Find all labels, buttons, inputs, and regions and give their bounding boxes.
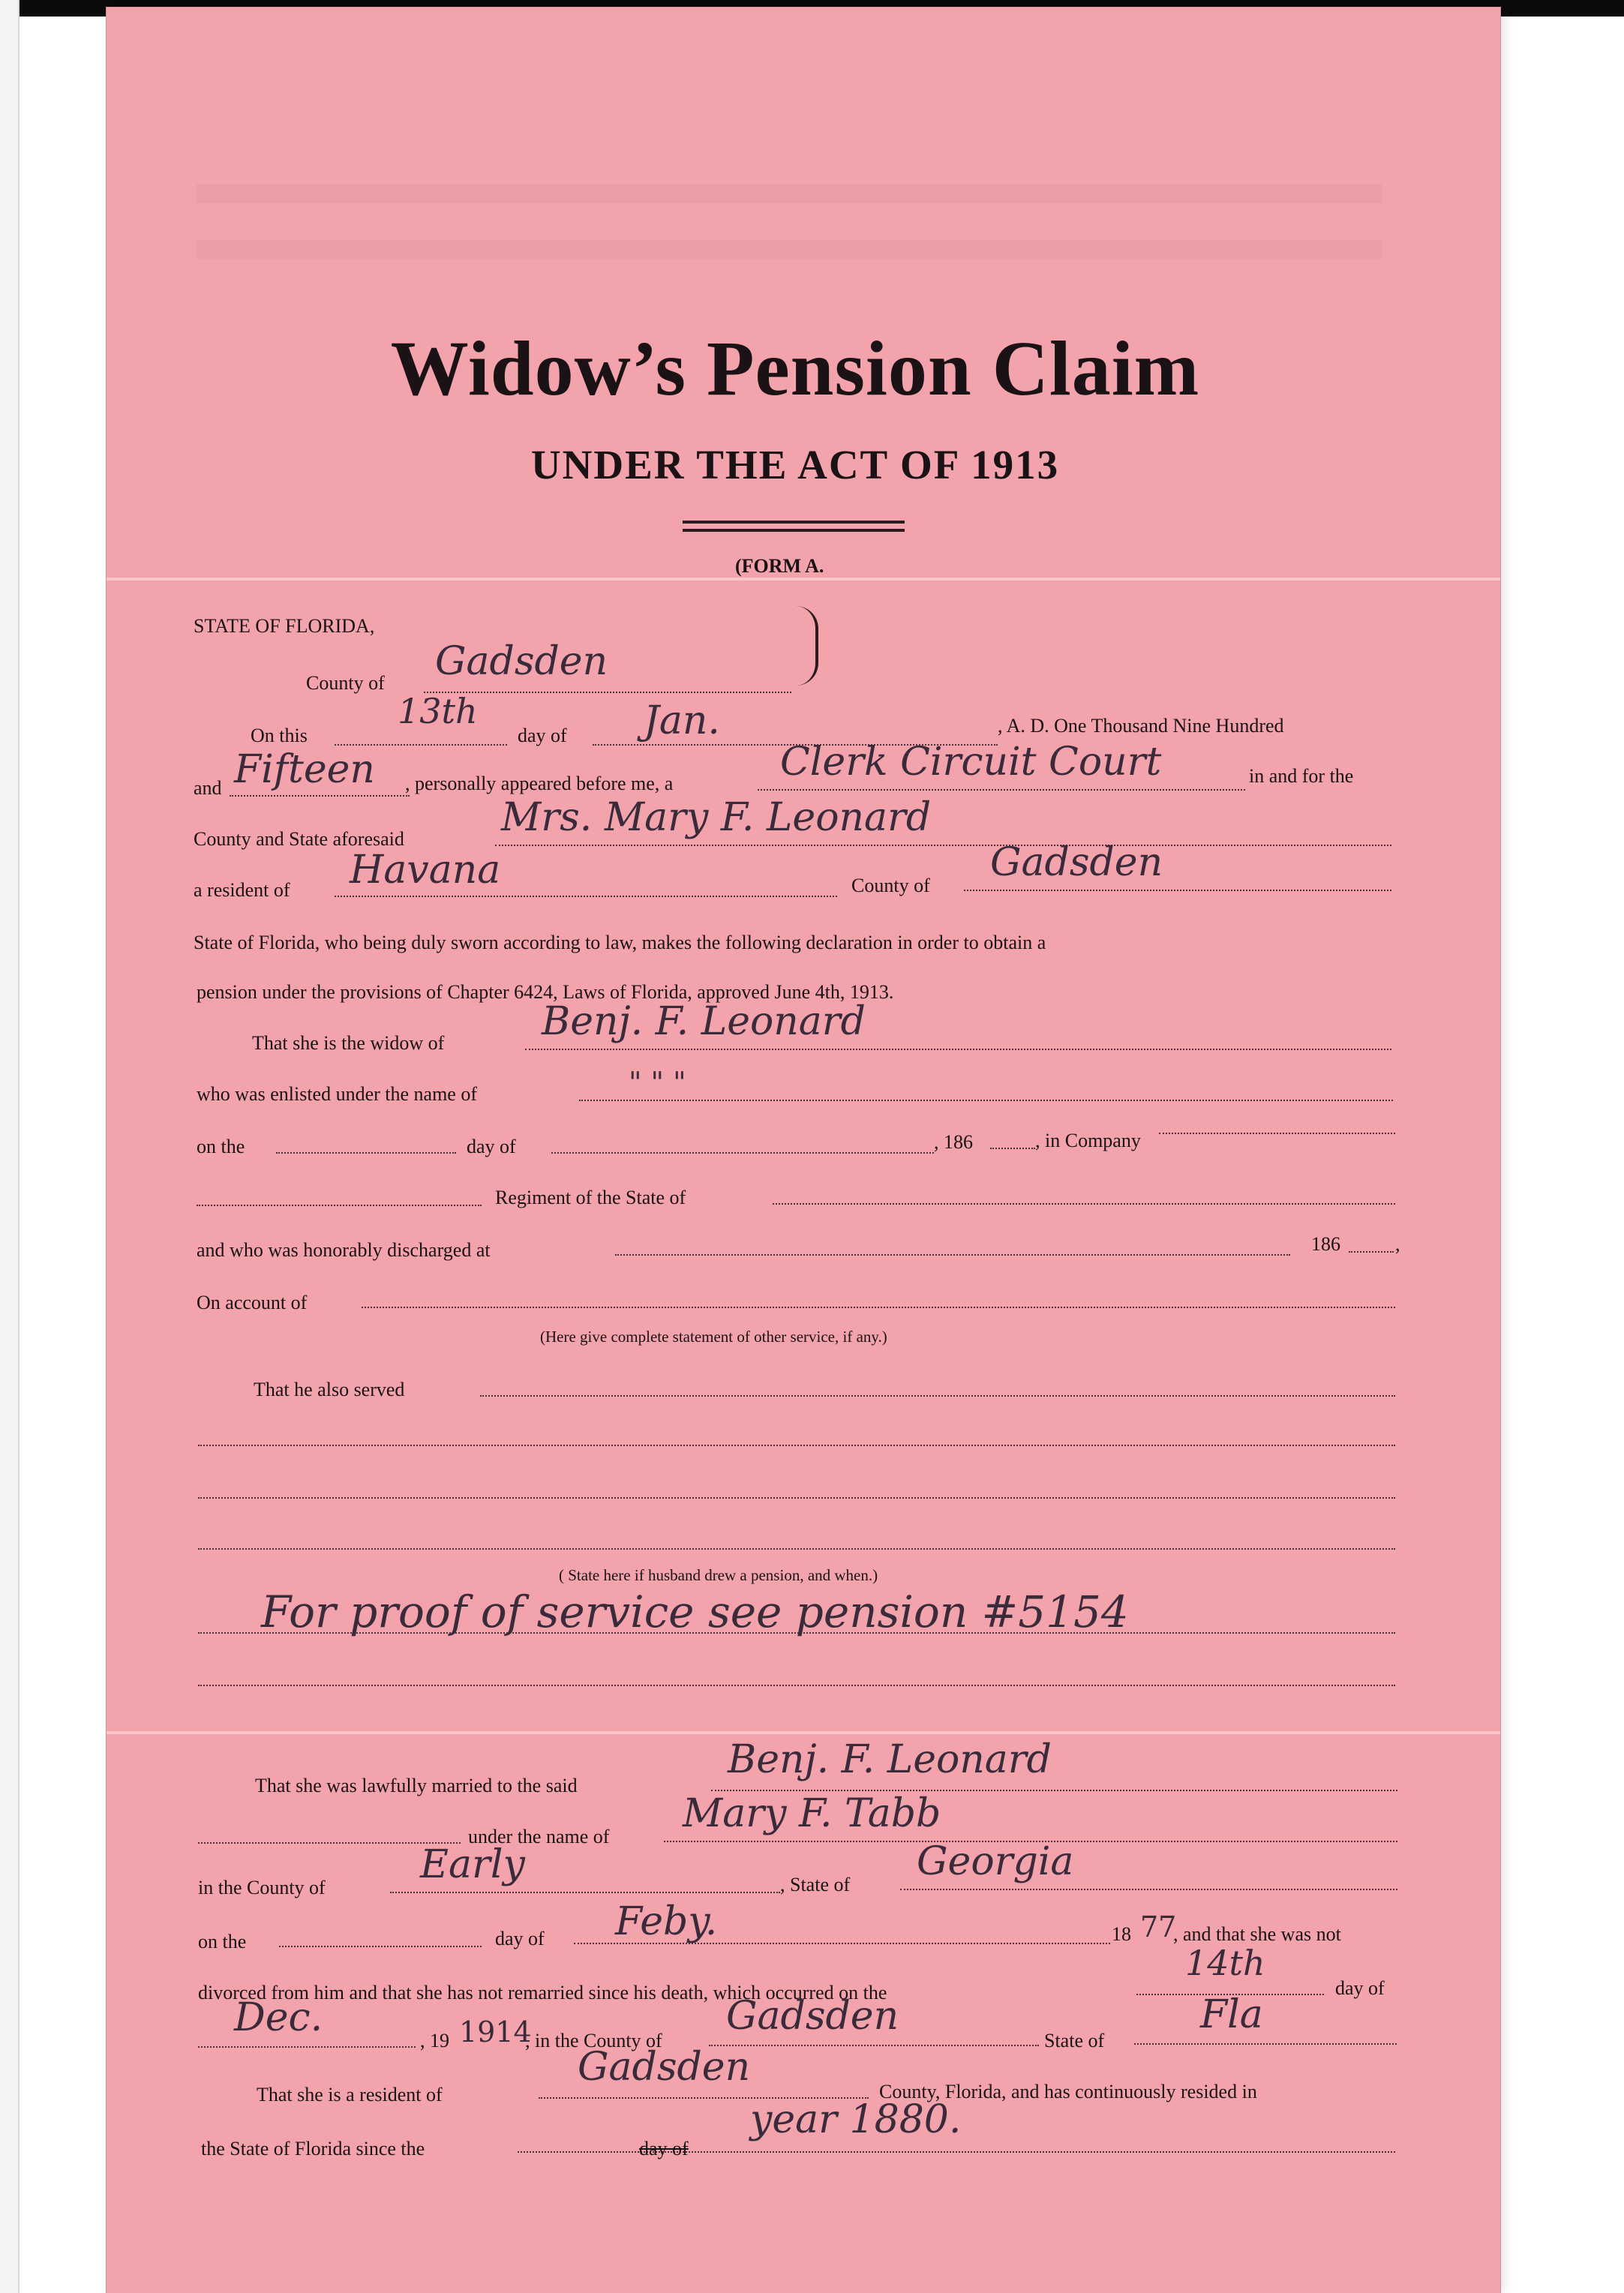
- proof-line-2: [198, 1685, 1395, 1686]
- month-value: Jan.: [644, 698, 720, 743]
- paper-fold-line: [107, 1731, 1500, 1734]
- also-served-line-4: [198, 1548, 1395, 1550]
- claimant-line: [495, 845, 1391, 846]
- marriage-year-suffix: , and that she was not: [1173, 1923, 1341, 1945]
- form-label: (FORM A.: [735, 555, 824, 577]
- pension-law-text: pension under the provisions of Chapter 6424, Laws of Florida, approved June 4th, 1913.: [197, 981, 894, 1003]
- marriage-state-value: Georgia: [917, 1839, 1074, 1884]
- married-label: That she was lawfully married to the said: [255, 1775, 578, 1796]
- also-served-line-3: [198, 1497, 1395, 1499]
- discharged-year-line: [1349, 1251, 1394, 1253]
- resident-county-value: Gadsden: [578, 2045, 751, 2090]
- bleed-through-shadow: [197, 240, 1382, 260]
- also-served-line-2: [198, 1445, 1395, 1446]
- marriage-year-value: 77: [1140, 1910, 1177, 1943]
- since-value: year 1880.: [750, 2097, 962, 2142]
- county-line: [424, 692, 791, 693]
- paper-fold-line: [107, 578, 1500, 581]
- company-line: [1159, 1133, 1395, 1134]
- residence-value: Havana: [350, 848, 501, 893]
- death-county-line: [709, 2045, 1039, 2046]
- enlisted-label: who was enlisted under the name of: [197, 1083, 478, 1105]
- form-subtitle: UNDER THE ACT OF 1913: [530, 442, 1060, 488]
- death-state-line: [1134, 2043, 1397, 2045]
- death-county-value: Gadsden: [726, 1994, 899, 2039]
- in-and-for-label: in and for the: [1249, 765, 1354, 787]
- company-label: , in Company: [1035, 1130, 1141, 1151]
- brace: [791, 606, 818, 686]
- ad-label: , A. D. One Thousand Nine Hundred: [998, 715, 1284, 737]
- enlist-day-of-label: day of: [467, 1136, 516, 1157]
- proof-note: For proof of service see pension #5154: [261, 1586, 1129, 1637]
- county-label: County of: [306, 672, 385, 694]
- discharged-line: [615, 1254, 1290, 1256]
- other-service-note: (Here give complete statement of other service, if any.): [540, 1328, 887, 1346]
- account-label: On account of: [197, 1292, 308, 1313]
- bleed-through-shadow: [197, 184, 1382, 203]
- enlisted-line: [579, 1100, 1393, 1101]
- death-state-value: Fla: [1200, 1992, 1263, 2037]
- account-line: [362, 1307, 1395, 1308]
- resident-label: a resident of: [194, 879, 290, 901]
- marriage-state-line: [900, 1889, 1397, 1890]
- title-rule-bottom: [683, 529, 905, 532]
- death-year-prefix: , 19: [420, 2030, 449, 2051]
- enlist-on-the-label: on the: [197, 1136, 245, 1157]
- since-label: the State of Florida since the: [201, 2138, 425, 2159]
- maiden-label: under the name of: [468, 1826, 610, 1847]
- day-line: [335, 744, 507, 746]
- scan-left-margin: [0, 0, 20, 2293]
- regiment-label: Regiment of the State of: [495, 1187, 686, 1208]
- death-month-line: [198, 2046, 416, 2048]
- enlist-day-line: [276, 1152, 456, 1154]
- day-value: 13th: [398, 691, 478, 731]
- form-title: Widow’s Pension Claim: [390, 326, 1200, 412]
- regiment-state-line: [773, 1203, 1395, 1205]
- discharged-comma: ,: [1395, 1233, 1400, 1255]
- residence-line: [335, 896, 837, 897]
- sworn-text: State of Florida, who being duly sworn according to law, makes the following declaration in order to obtain a: [194, 932, 1046, 953]
- enlist-year-label: , 186: [934, 1131, 973, 1153]
- residence-county-value: Gadsden: [990, 840, 1163, 885]
- resident-of-label: That she is a resident of: [257, 2084, 443, 2105]
- death-day-value: 14th: [1185, 1943, 1265, 1983]
- marriage-state-label: , State of: [780, 1874, 851, 1895]
- day-of-label: day of: [518, 725, 567, 746]
- appeared-label: , personally appeared before me, a: [405, 773, 674, 794]
- maiden-value: Mary F. Tabb: [683, 1791, 941, 1836]
- enlisted-ditto: " " ": [629, 1066, 686, 1099]
- and-label: and: [194, 777, 222, 799]
- year-word-line: [230, 795, 410, 797]
- struck-day-of: day of: [639, 2138, 689, 2159]
- also-served-line: [480, 1395, 1395, 1397]
- death-day-of-label: day of: [1335, 1977, 1385, 1999]
- widow-of-label: That she is the widow of: [252, 1032, 445, 1054]
- enlist-year-line: [990, 1148, 1035, 1149]
- marriage-day-line: [279, 1946, 482, 1947]
- state-label: STATE OF FLORIDA,: [194, 615, 375, 637]
- county-value: Gadsden: [435, 639, 608, 684]
- marriage-year-prefix: 18: [1112, 1923, 1131, 1945]
- claimant-value: Mrs. Mary F. Leonard: [501, 795, 932, 840]
- year-word-value: Fifteen: [234, 747, 375, 792]
- pension-note: ( State here if husband drew a pension, and when.): [559, 1566, 878, 1584]
- official-value: Clerk Circuit Court: [780, 740, 1162, 785]
- discharged-year-label: 186: [1311, 1233, 1340, 1255]
- marriage-on-the-label: on the: [198, 1931, 247, 1952]
- residence-county-label: County of: [851, 875, 930, 896]
- husband-line: [525, 1049, 1391, 1050]
- death-county-label: , in the County of: [525, 2030, 662, 2051]
- resided-text: County, Florida, and has continuously resided in: [879, 2081, 1257, 2102]
- marriage-county-value: Early: [420, 1842, 525, 1887]
- death-year-value: 1914: [459, 2015, 532, 2048]
- official-line: [758, 789, 1245, 791]
- on-this-label: On this: [251, 725, 308, 746]
- marriage-county-line: [390, 1892, 780, 1893]
- death-month-value: Dec.: [234, 1995, 323, 2040]
- discharged-label: and who was honorably discharged at: [197, 1239, 491, 1261]
- marriage-county-label: in the County of: [198, 1877, 326, 1898]
- husband-value: Benj. F. Leonard: [542, 999, 866, 1044]
- death-state-label: State of: [1044, 2030, 1105, 2051]
- enlist-month-line: [551, 1152, 934, 1154]
- divorced-text: divorced from him and that she has not remarried since his death, which occurred on the: [198, 1982, 887, 2003]
- residence-county-line: [964, 890, 1391, 891]
- aforesaid-label: County and State aforesaid: [194, 828, 404, 850]
- marriage-month-value: Feby.: [615, 1899, 718, 1944]
- regiment-line: [197, 1205, 482, 1206]
- also-served-label: That he also served: [254, 1379, 405, 1400]
- title-rule-top: [683, 521, 905, 524]
- marriage-day-of-label: day of: [495, 1928, 545, 1949]
- married-value: Benj. F. Leonard: [728, 1737, 1052, 1782]
